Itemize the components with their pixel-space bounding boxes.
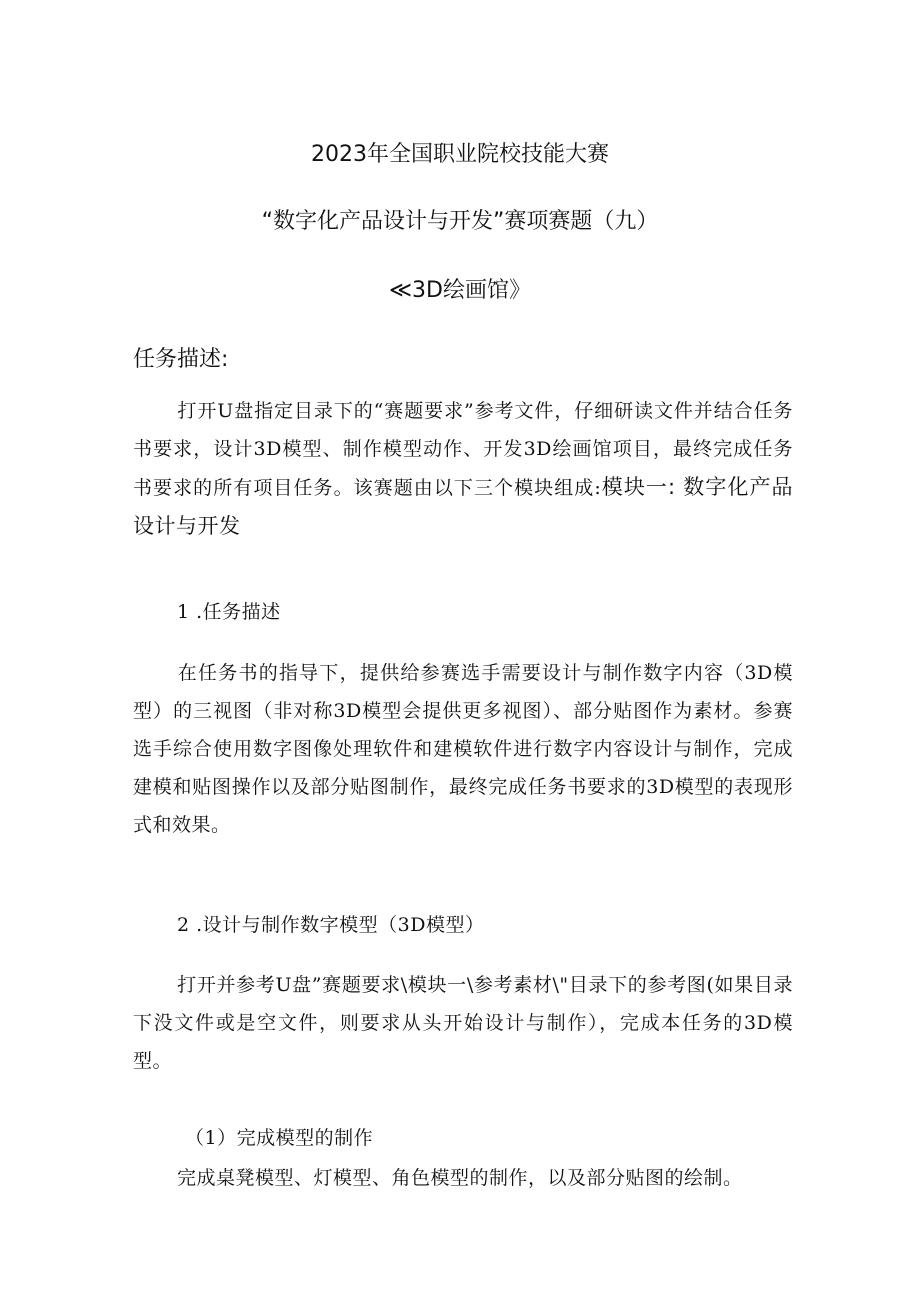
document-title-line-3: ≪3D绘画馆》 (389, 278, 531, 303)
item-1-text: 在任务书的指导下，提供给参赛选手需要设计与制作数字内容（3D模型）的三视图（非对称3D模型会提供更多视图）、部分贴图作为素材。参赛选手综合使用数字图像处理软件和建模软件进行数字内容设计与制作，完成建模和贴图操作以及部分贴图制作，最终完成任务书要求的3D模型的表现形式和效果。 (133, 662, 793, 836)
item-1-heading: 1 .任务描述 (177, 601, 281, 623)
task-description-paragraph (133, 392, 793, 546)
item-2-text: 打开并参考U盘”赛题要求\模块一\参考素材\"目录下的参考图(如果目录下没文件或是空文件，则要求从头开始设计与制作），完成本任务的3D模型。 (133, 974, 793, 1072)
task-description-text: 打开U盘指定目录下的“赛题要求”参考文件，仔细研读文件并结合任务书要求，设计3D模型、制作模型动作、开发3D绘画馆项目，最终完成任务书要求的所有项目任务。该赛题由以下三个模块组成: (133, 400, 793, 499)
sub-item-1-paragraph: 完成桌凳模型、灯模型、角色模型的制作，以及部分贴图的绘制。 (177, 1167, 743, 1189)
section-heading-task-description: 任务描述: (133, 347, 229, 372)
item-2-paragraph (133, 966, 793, 1080)
document-title-line-1: 2023年全国职业院校技能大赛 (311, 142, 609, 167)
module-one-title: 模块一: 数字化产品设计与开发 (133, 475, 794, 538)
sub-item-1-heading: （1）完成模型的制作 (185, 1127, 374, 1149)
document-title-line-2: “数字化产品设计与开发”赛项赛题（九） (261, 209, 659, 234)
item-1-paragraph (133, 654, 793, 844)
item-2-heading: 2 .设计与制作数字模型（3D模型） (177, 914, 485, 936)
